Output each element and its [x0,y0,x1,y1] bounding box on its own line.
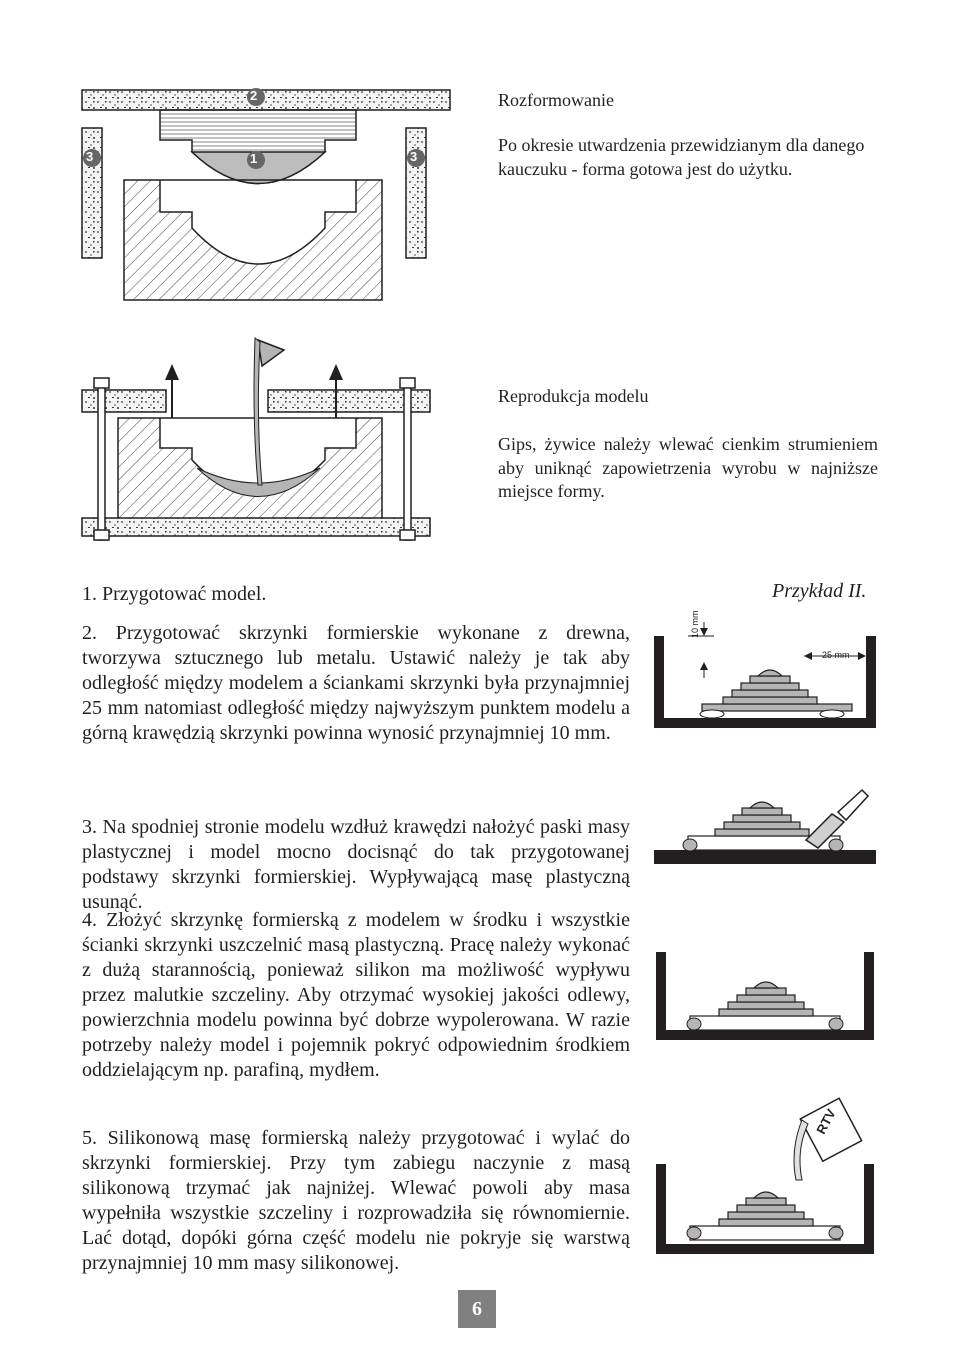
demolding-text: Po okresie utwardzenia przewidzianym dla danego kauczuku - forma gotowa jest do użytku. [498,135,865,179]
rtv-can-label: RTV [813,1106,839,1137]
label-side-right: 3 [410,149,418,164]
step-2: 2. Przygotować skrzynki formierskie wykonane z drewna, tworzywa sztucznego lub metalu. Ustawić należy je tak aby odległość między modelem a ściankami skrzynki była przynajmniej 25 mm natomiast odległość między najwyższym punktem modelu a górną krawędzią skrzynki powinna wynosić przynajmniej 10 mm. [82,622,630,744]
step-5: 5. Silikonową masę formierską należy przygotować i wylać do skrzynki formierskiej. Przy tym zabiegu naczynie z masą silikonową trzymać jak najniżej. Wlewać powoli aby masa wypełniła wszystkie szczeliny i rozprowadziła się równomiernie. Lać dotąd, dopóki górna część modelu nie pokryje się warstwą przynajmniej 10 mm masy silikonowej. [82,1127,630,1274]
demolding-heading: Rozformowanie [498,90,614,110]
step-3: 3. Na spodniej stronie modelu wzdłuż krawędzi nałożyć paski masy plastycznej i model mocno docisnąć do tak przygotowanej podstawy skrzynki formierskiej. Wypływającą masę plastyczną usunąć. [82,816,630,913]
label-side-left: 3 [86,149,94,164]
page-number: 6 [458,1290,496,1328]
step-1: 1. Przygotować model. [82,583,267,605]
dim-top-gap: 10 mm [690,610,700,638]
example-label: Przykład II. [772,580,867,602]
reproduction-heading: Reprodukcja modelu [498,386,649,406]
dim-side-gap: 25 mm [822,650,850,660]
label-model: 1 [250,151,258,166]
label-plank: 2 [250,88,258,103]
step-4: 4. Złożyć skrzynkę formierską z modelem w środku i wszystkie ścianki skrzynki uszczelnić masą plastyczną. Pracę należy wykonać z dużą starannością, ponieważ silikon ma możliwość wypływu przez malutkie szczeliny. Aby otrzymać wysokiej jakości odlewy, powierzchnia modelu powinna być dobrze wypolerowana. W razie potrzeby należy model i pojemnik pokryć odpowiednim środkiem oddzielającym np. parafiną, mydłem. [82,909,630,1081]
reproduction-text: Gips, żywice należy wlewać cienkim strumieniem aby uniknąć zapowietrzenia wyrobu w najniższe miejsce formy. [498,434,878,501]
